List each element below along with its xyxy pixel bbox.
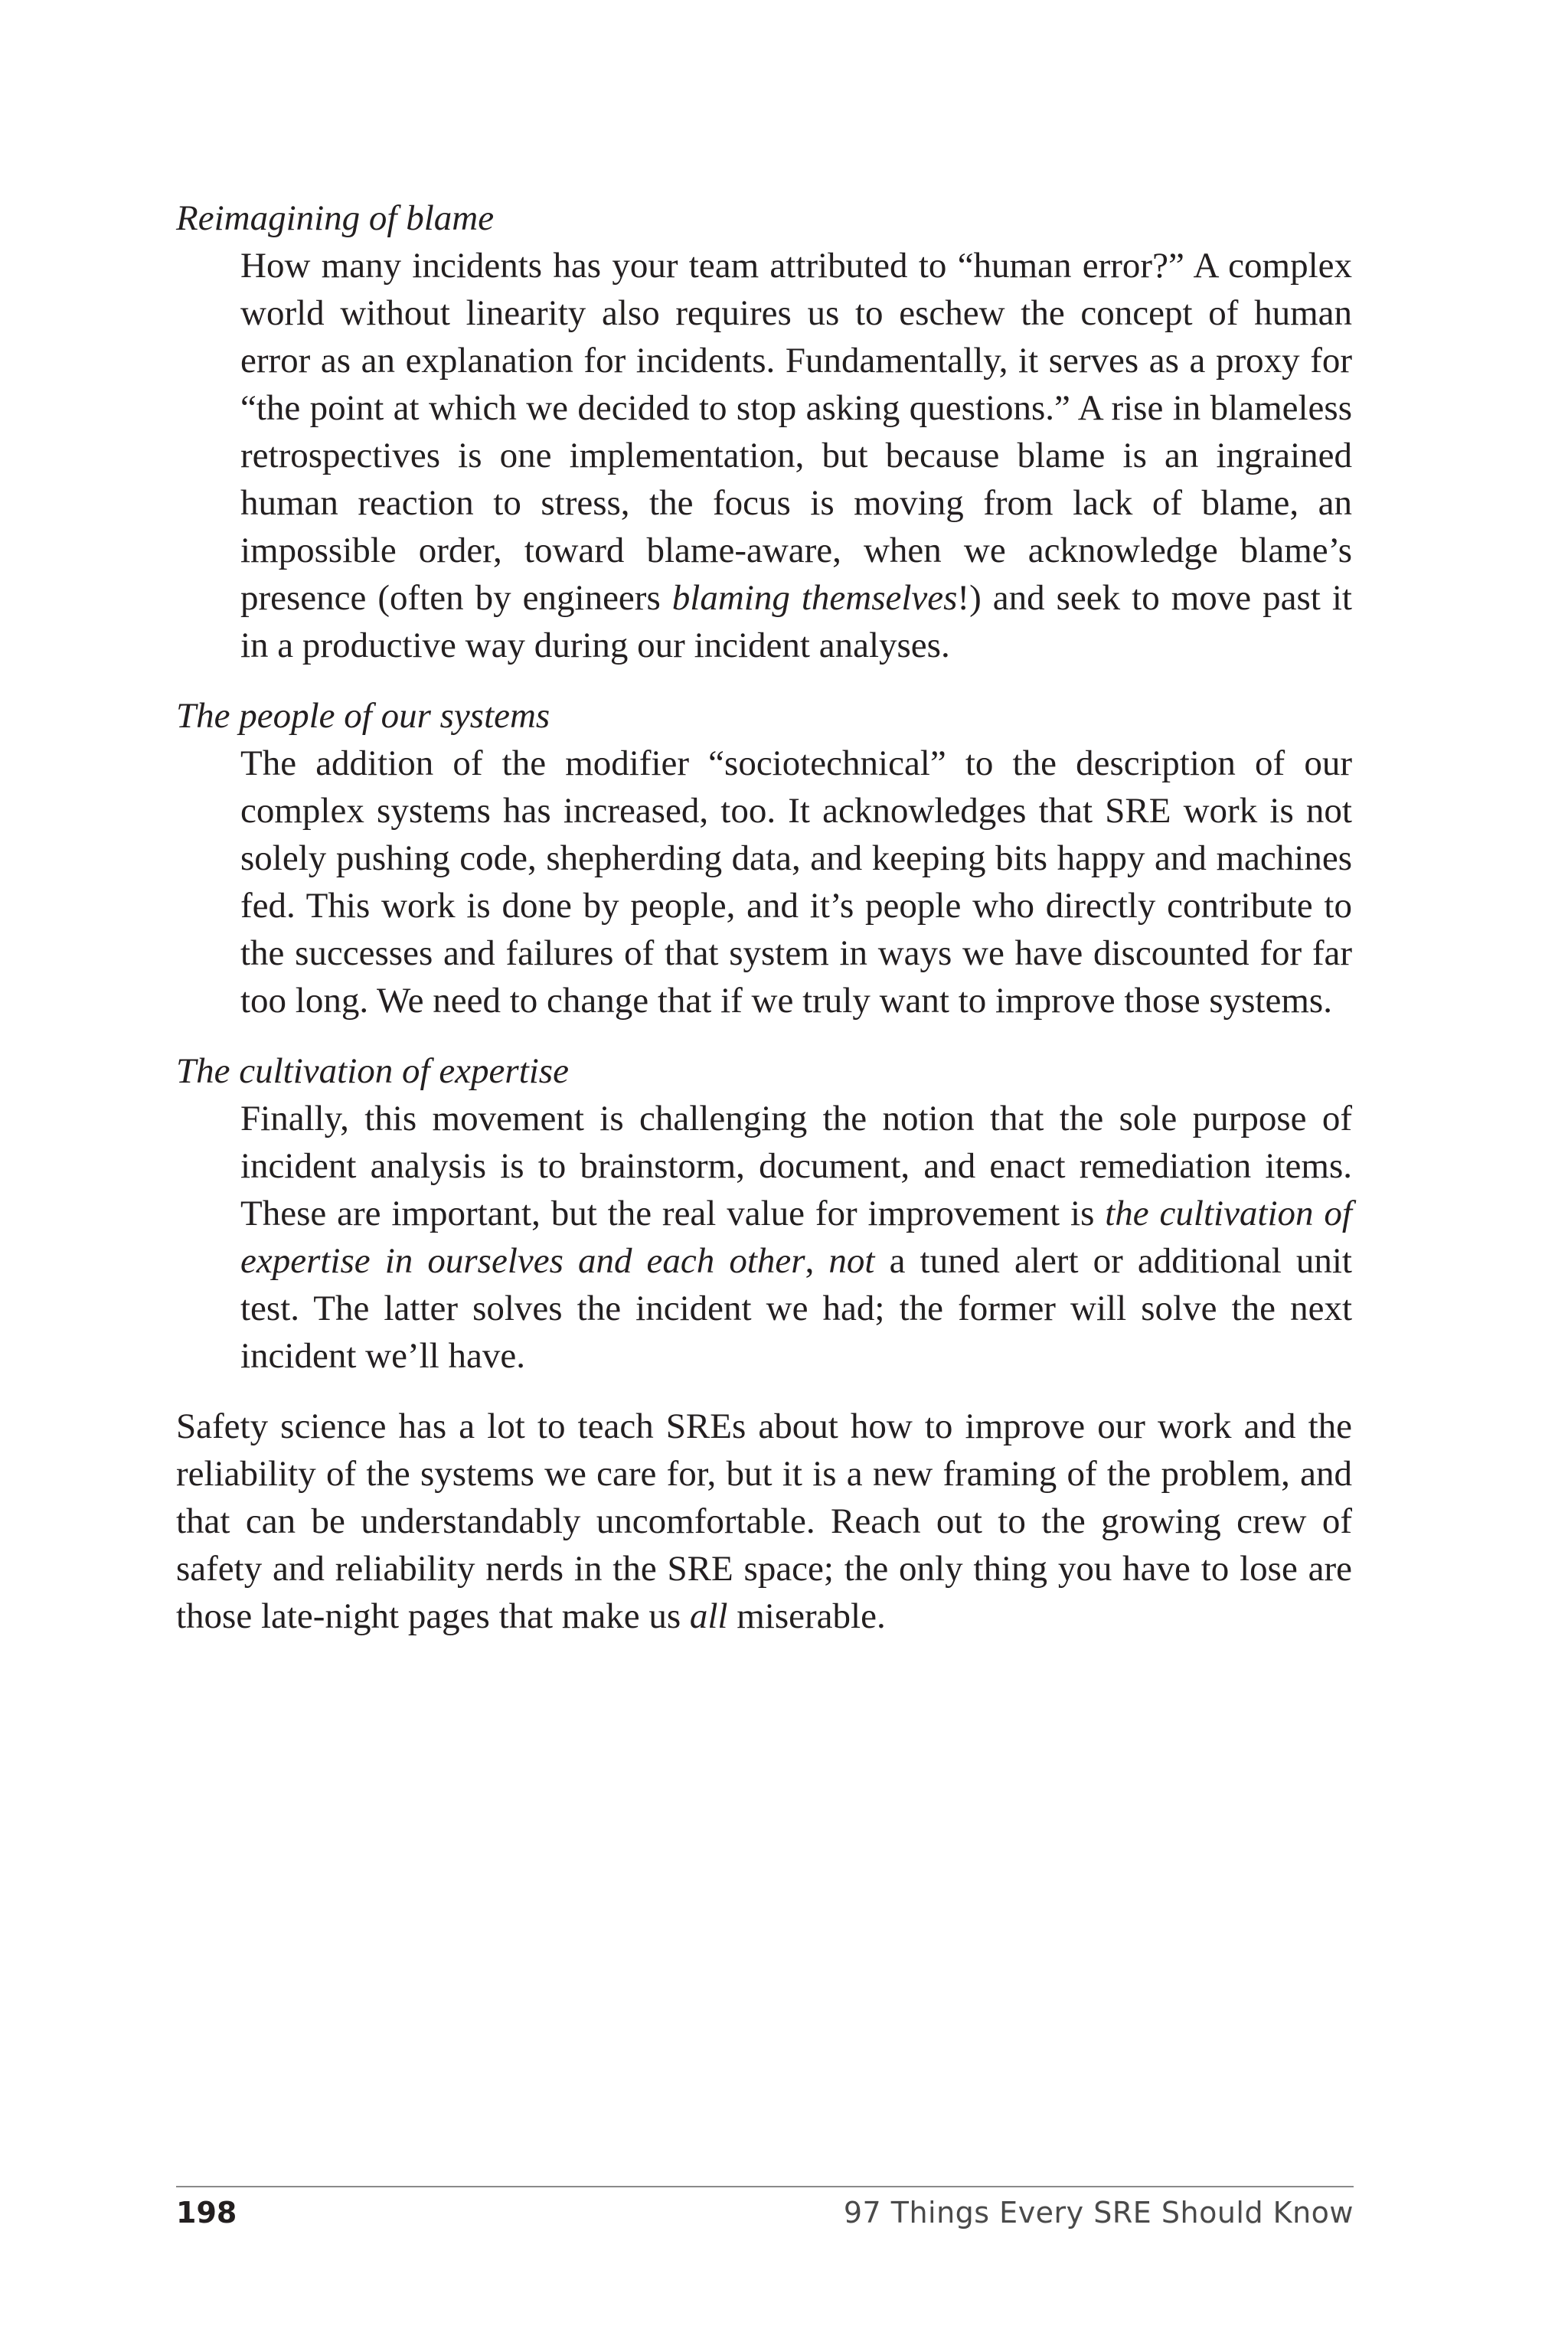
definition-text: Finally, this movement is challenging the notion that the sole purpose of incident analysis is to brainstorm, document, and enact remediation items. These are important, but the real value for improvement is	[240, 1099, 1352, 1233]
definition-text: !) and seek to move past it in a productive way during our incident analyses.	[240, 578, 1352, 665]
footer-divider	[176, 2186, 1354, 2187]
closing-paragraph	[176, 1403, 1352, 1640]
emphasis-text: blaming themselves	[671, 578, 958, 618]
emphasis-text: all	[689, 1596, 728, 1636]
definition-text: ,	[805, 1241, 829, 1281]
definition-cultivation-of-expertise	[240, 1095, 1352, 1380]
emphasis-text: not	[828, 1241, 875, 1281]
definition-reimagining-of-blame	[240, 242, 1352, 669]
definition-people-of-our-systems: The addition of the modifier “sociotechnical” to the description of our complex systems has increased, too. It acknowledges that SRE work is not solely pushing code, shepherding data, and keeping bits happy and machines fed. This work is done by people, and it’s people who directly contribute to the successes and failures of that system in ways we have discounted for far too long. We need to change that if we truly want to improve those systems.	[240, 743, 1352, 1021]
emphasis-text: the cultivation of expertise in ourselves and each other	[240, 1194, 1352, 1281]
definition-text: How many incidents has your team attributed to “human error?” A complex world without linearity also requires us to eschew the concept of human error as an explanation for incidents. Fundamentally, it serves as a proxy for “the point at which we decided to stop asking questions.” A rise in blameless retrospectives is one implementation, but because blame is an ingrained human reaction to stress, the focus is moving from lack of blame, an impossible order, toward blame-aware, when we acknowledge blame’s presence (often by engineers	[240, 246, 1352, 618]
page-number: 198	[176, 2196, 237, 2230]
running-title: 97 Things Every SRE Should Know	[843, 2196, 1354, 2230]
definition-text: a tuned alert or additional unit test. The latter solves the incident we had; the former will solve the next incident we’ll have.	[240, 1241, 1352, 1376]
term-people-of-our-systems: The people of our systems	[176, 696, 550, 736]
page-footer	[176, 2191, 1354, 2237]
paragraph-text: Safety science has a lot to teach SREs about how to improve our work and the reliability of the systems we care for, but it is a new framing of the problem, and that can be understandably uncomfortable. Reach out to the growing crew of safety and reliability nerds in the SRE space; the only thing you have to lose are those late-night pages that make us	[176, 1406, 1352, 1636]
paragraph-text: miserable.	[727, 1596, 886, 1636]
page-content	[176, 194, 1352, 1640]
term-reimagining-of-blame: Reimagining of blame	[176, 198, 495, 238]
term-cultivation-of-expertise: The cultivation of expertise	[176, 1051, 569, 1091]
